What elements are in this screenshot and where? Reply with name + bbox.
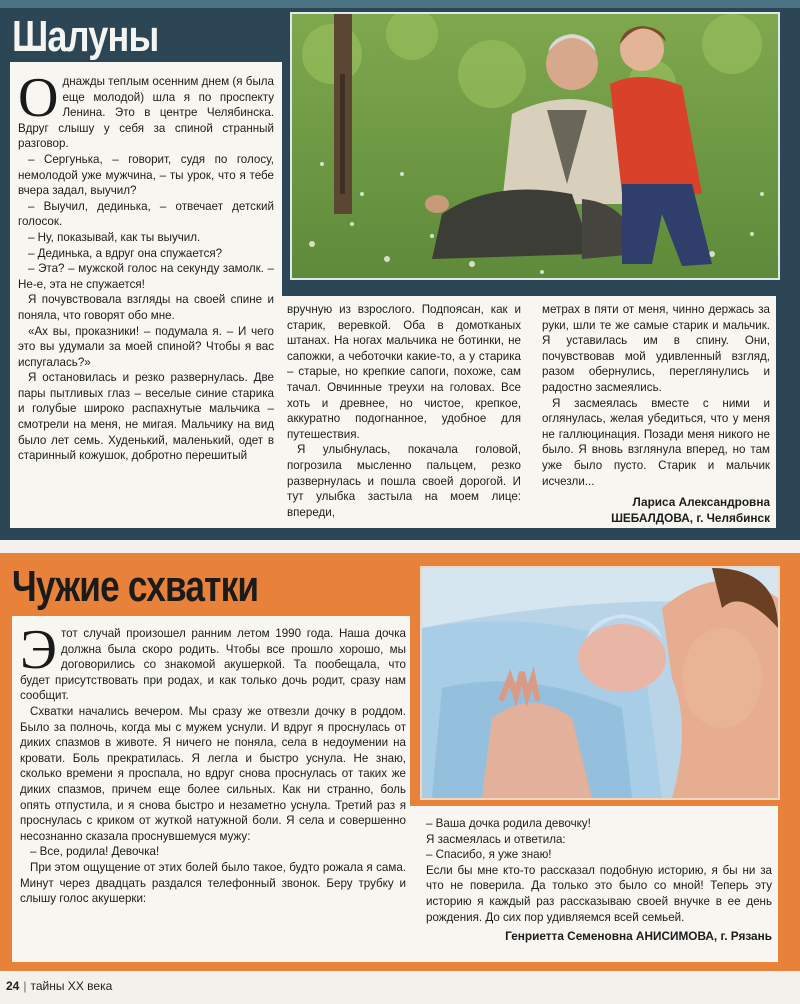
paragraph: метрах в пяти от меня, чинно держась за руки, шли те же самые старик и мальчик. Я уставилась им в спину. Они, почувствовав мой удивленный взгляд, разом обернулись, переглянулись и радостно засмеялись. (542, 303, 770, 394)
mother-newborn-photo (420, 566, 780, 800)
story2-title: Чужие схватки (12, 562, 259, 611)
story1-author-surname-city: ШЕБАЛДОВА, г. Челябинск (611, 510, 770, 525)
paragraph: – Все, родила! Девочка! (30, 845, 160, 859)
paragraph: Я почувствовала взгляды на своей спине и поняла, что говорят обо мне. (18, 293, 274, 322)
story1-column-2 (287, 302, 521, 520)
paragraph: – Сергунька, – говорит, судя по голосу, немолодой уже мужчина, – ты урок, что я тебе вчера задал, выучил? (18, 152, 274, 198)
footer-separator: | (23, 979, 27, 993)
paragraph: «Ах вы, проказники! – подумала я. – И чего это вы удумали за моей спиной? Чтобы я вас испугалась?» (18, 324, 274, 369)
paragraph: вручную из взрослого. Подпоясан, как и старик, веревкой. Оба в домотканых штанах. На ногах мальчика не ботинки, не сапожки, а чеботочки какие-то, а у старика – старые, но крепкие сапоги, похоже, сам тачал. Овчинные треухи на головах. Все хоть и древнее, но чистое, крепкое, аккуратно подогнанное, удобное для путешествия. (287, 303, 521, 441)
story1-title: Шалуны (12, 12, 159, 61)
paragraph: – Ну, показывай, как ты выучил. (28, 230, 201, 244)
story2-dropcap: Э (20, 619, 57, 681)
magazine-name: тайны XX века (30, 979, 113, 993)
story1-column-1 (18, 67, 274, 464)
paragraph: Я засмеялась вместе с ними и оглянулась, желая убедиться, что у меня не галлюцинация. Позади меня никого не было. Я вновь взглянула вперед, но там уже было пусто. Старик и мальчик исчезли... (542, 396, 770, 488)
story2-first-paragraph-text: тот случай произошел ранним летом 1990 года. Наша дочка должна была скоро родить. Чтобы все прошло хорошо, мы договорились со знакомой акушеркой. Та пообещала, что будет присутствовать при родах, и как только дочь родит, сразу нам сообщит. (20, 627, 406, 703)
page-footer (6, 979, 112, 993)
story1-top-stripe (0, 0, 800, 8)
paragraph: Я засмеялась и ответила: (426, 832, 566, 846)
grandfather-boy-photo (290, 12, 780, 280)
story1-first-paragraph-text: днажды теплым осенним днем (я была еще молодой) шла я по проспекту Ленина. Это в центре Челябинска. Вдруг слышу у себя за спиной странный разговор. (18, 75, 274, 151)
story2-column-2 (426, 816, 772, 945)
story2-author-signature: Генриетта Семеновна АНИСИМОВА, г. Рязань (505, 929, 772, 944)
story2-first-paragraph (20, 619, 406, 704)
story1-author-name: Лариса Александровна (632, 495, 770, 510)
paragraph: – Дединька, а вдруг она спужается? (28, 246, 223, 260)
story1-dropcap: О (18, 67, 59, 129)
paragraph: При этом ощущение от этих болей было такое, будто рожала я сама. Минут через двадцать раздался телефонный звонок. Беру трубку и слышу голос акушерки: (20, 860, 406, 906)
story2-column-1 (20, 619, 406, 907)
paragraph: Я остановилась и резко развернулась. Две пары пытливых глаз – веселые синие старика и голубые широко распахнутые мальчика – смотрели на меня, не мигая. Мальчику на вид было лет семь. Худенький, маленький, одет в старинный кожушок, добротно перешитый (18, 371, 274, 463)
page-number: 24 (6, 979, 20, 993)
paragraph: Схватки начались вечером. Мы сразу же отвезли дочку в роддом. Было за полночь, когда мы с мужем уснули. И вдруг я проснулась от диких спазмов в животе. Я ничего не поняла, села в недоумении на кровати. Боль прекратилась. Я легла и быстро уснула. Не знаю, сколько времени я проспала, но вдруг снова проснулась от таких же диких спазмов, причем еще более сильных. Как ни странно, боль опять отпустила, и я снова быстро и незаметно уснула. Третий раз я проснулась с криком от жуткой натужной боли. Я села и совершенно несознанно сказала проснувшемуся мужу: (20, 704, 406, 843)
paragraph: – Эта? – мужской голос на секунду замолк. – Не-е, эта не спужается! (18, 262, 274, 291)
story1-first-paragraph (18, 67, 274, 152)
paragraph: – Ваша дочка родила девочку! (426, 817, 591, 830)
story1-author-signature (542, 495, 770, 526)
paragraph: – Спасибо, я уже знаю! (426, 848, 552, 862)
paragraph: Если бы мне кто-то рассказал подобную историю, я бы ни за что не поверила. Да только это было со мной! Теперь эту историю я каждый раз рассказываю своей внучке в ее день рождения. До сих пор удивляемся всей семьей. (426, 863, 772, 924)
paragraph: – Выучил, дединька, – отвечает детский голосок. (18, 199, 274, 229)
mother-newborn-illustration (422, 568, 778, 798)
story1-column-3 (542, 302, 770, 526)
grandfather-boy-illustration (292, 14, 778, 278)
paragraph: Я улыбнулась, покачала головой, погрозила мысленно пальцем, резко развернулась и пошла своей дорогой. И тут улыбка застыла на моем лице: впереди, (287, 443, 521, 519)
